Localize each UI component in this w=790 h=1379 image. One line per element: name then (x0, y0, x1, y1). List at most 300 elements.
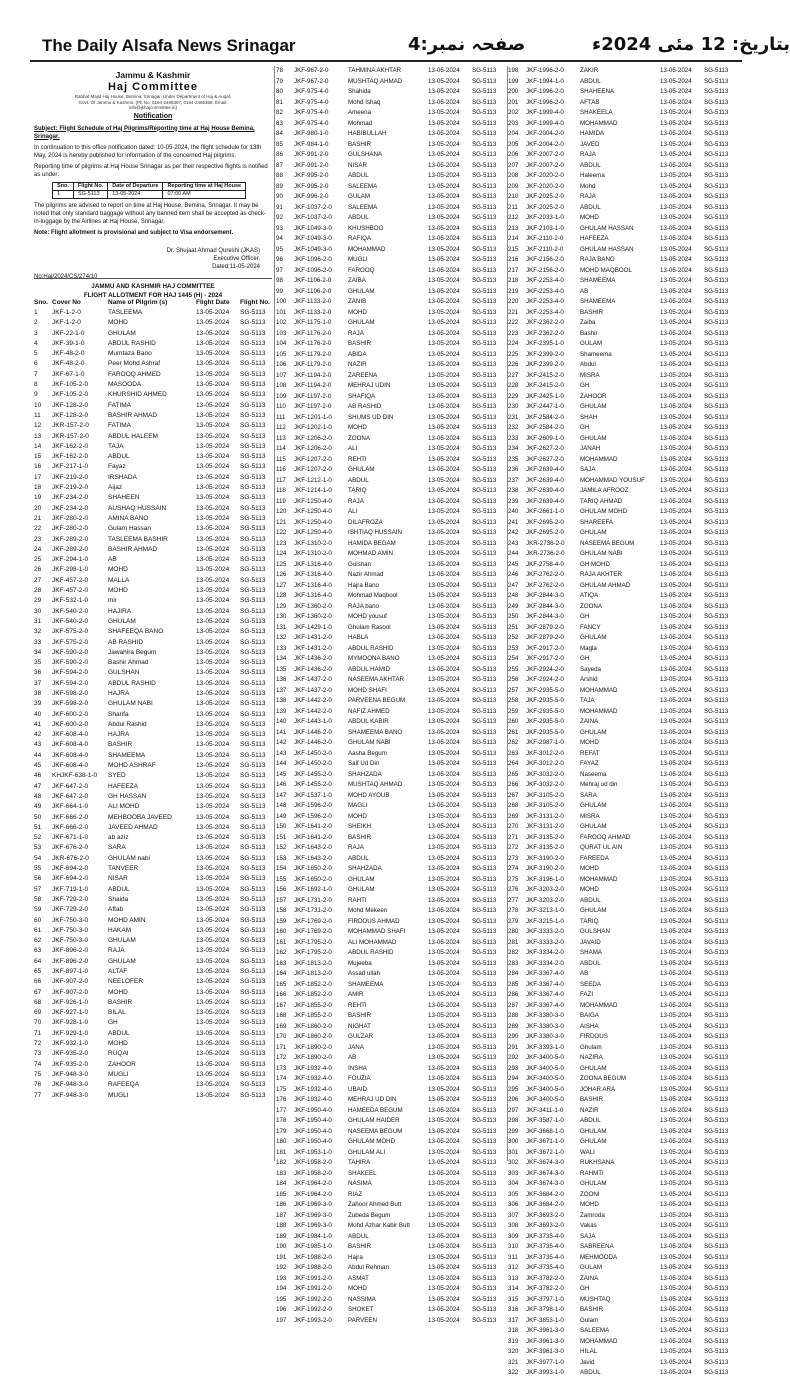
pilgrim-name-cell: BILAL (108, 1009, 126, 1017)
table-row (34, 1060, 272, 1070)
cover-no-cell: JKF-3367-4-0 (526, 970, 564, 977)
reporting-table-cell: SG-5113 (73, 190, 107, 198)
cover-no-cell: JKF-2399-2-0 (526, 361, 564, 368)
cover-no-cell: JKF-2935-5-0 (526, 718, 564, 725)
sno-cell: 96 (276, 256, 283, 263)
flight-date-cell: 13-05-2024 (660, 550, 692, 557)
flight-date-cell: 13-05-2024 (196, 1081, 230, 1089)
cover-no-cell: JKF-991-2-0 (294, 161, 329, 169)
table-row (508, 434, 742, 445)
cover-no-cell: JKF-1096-2-0 (294, 256, 332, 263)
flight-no-cell: SG-5113 (704, 1085, 729, 1093)
pilgrim-name-cell: Arshid (580, 676, 598, 683)
sno-cell: 115 (276, 455, 286, 463)
flight-date-cell: 13-05-2024 (196, 576, 230, 584)
flight-no-cell: SG-5113 (704, 1295, 729, 1303)
table-row (508, 1053, 742, 1064)
table-row (34, 751, 272, 761)
pilgrim-name-cell: GULSHAN (580, 928, 610, 935)
sno-cell: 88 (276, 172, 283, 179)
cover-no-cell: JKF-1769-2-0 (294, 928, 332, 935)
flight-no-cell: SG-5113 (704, 854, 729, 862)
cover-no-cell: JKF-2362-2-0 (526, 319, 564, 326)
flight-no-cell: SG-5113 (472, 203, 497, 211)
sno-cell: 282 (508, 949, 519, 956)
table-row (276, 539, 506, 550)
flight-date-cell: 13-05-2024 (196, 741, 230, 749)
flight-no-cell: SG-5113 (704, 1190, 729, 1198)
sno-cell: 209 (508, 182, 519, 190)
table-row (34, 977, 272, 987)
table-row (276, 917, 506, 928)
pilgrim-name-cell: RAJA (580, 151, 596, 158)
cover-no-cell: JKF-1643-2-0 (294, 854, 332, 862)
flight-no-cell: SG-5113 (704, 896, 729, 904)
sno-cell: 223 (508, 329, 519, 337)
cover-no-cell: JKF-3012-2-0 (526, 760, 564, 767)
flight-date-cell: 13-05-2024 (428, 697, 460, 704)
pilgrim-name-cell: ZAINA (580, 1274, 599, 1282)
flight-no-cell: SG-5113 (704, 592, 729, 599)
table-row (276, 1232, 506, 1243)
table-row (508, 801, 742, 812)
pilgrim-name-cell: RIAZ (348, 1190, 363, 1198)
flight-date-cell: 13-05-2024 (428, 476, 460, 484)
cover-no-cell: JKF-540-2-0 (52, 607, 89, 615)
pilgrim-name-cell: Zamroda (580, 1211, 605, 1219)
flight-date-cell: 13-05-2024 (660, 161, 692, 169)
pilgrim-name-cell: MOHD MAQBOOL (580, 266, 632, 274)
pilgrim-name-cell: ABDUL (108, 885, 130, 893)
flight-no-cell: SG-5113 (704, 1075, 729, 1082)
pilgrim-name-cell: Mehraj ud din (580, 781, 618, 788)
cover-no-cell: JKF-2695-2-0 (526, 529, 564, 536)
table-row (276, 329, 506, 340)
sno-cell: 85 (276, 140, 283, 148)
flight-no-cell: SG-5113 (704, 1127, 729, 1135)
flight-no-cell: SG-5113 (704, 770, 729, 778)
flight-date-cell: 13-05-2024 (660, 455, 692, 463)
table-row (34, 813, 272, 823)
sno-cell: 200 (508, 88, 519, 95)
sno-cell: 292 (508, 1054, 519, 1061)
flight-date-cell: 13-05-2024 (196, 720, 230, 728)
sno-cell: 164 (276, 970, 287, 977)
flight-no-cell: SG-5113 (472, 655, 497, 662)
reporting-table-header: Reporting time at Haj House (163, 182, 246, 190)
sno-cell: 322 (508, 1369, 519, 1376)
cover-no-cell: JKF-532-1-0 (52, 597, 89, 605)
table-row (276, 665, 506, 676)
flight-no-cell: SG-5113 (472, 644, 497, 652)
pilgrim-name-cell: RAJA (348, 497, 364, 505)
cover-no-cell: JKF-1310-2-0 (294, 550, 332, 557)
flight-date-cell: 13-05-2024 (428, 917, 460, 925)
flight-no-cell: SG-5113 (704, 539, 729, 547)
column-2 (276, 66, 506, 1324)
sno-cell: 243 (508, 539, 519, 547)
cover-no-cell: JKF-1250-4-0 (294, 529, 332, 536)
cover-no-cell: JKF-2020-2-0 (526, 172, 564, 179)
sno-cell: 74 (34, 1060, 42, 1068)
table-row (508, 77, 742, 88)
flight-no-cell: SG-5113 (472, 277, 497, 284)
pilgrim-name-cell: Hajra (348, 1253, 363, 1261)
cover-no-cell: JKF-1996-2-0 (526, 88, 564, 95)
flight-date-cell: 13-05-2024 (196, 751, 230, 759)
flight-date-cell: 13-05-2024 (428, 1033, 460, 1040)
sno-cell: 125 (276, 560, 287, 568)
sno-cell: 76 (34, 1081, 42, 1089)
sno-cell: 18 (34, 484, 42, 492)
cover-no-cell: JKF-2762-2-0 (526, 571, 564, 578)
cover-no-cell: JKF-219-2-0 (52, 473, 89, 481)
flight-no-cell: SG-5113 (704, 151, 729, 158)
flight-no-cell: SG-5113 (240, 556, 266, 564)
flight-date-cell: 13-05-2024 (660, 854, 692, 862)
cover-no-cell: JKF-995-2-0 (294, 172, 329, 179)
sno-cell: 188 (276, 1222, 287, 1229)
table-row (276, 822, 506, 833)
cover-no-cell: JKF-600-2-0 (52, 720, 89, 728)
table-row (276, 518, 506, 529)
flight-no-cell: SG-5113 (472, 382, 497, 389)
pilgrim-name-cell: MOHD yousuf (348, 613, 387, 620)
pilgrim-name-cell: GHULAM (108, 957, 136, 965)
sno-cell: 277 (508, 896, 519, 904)
flight-no-cell: SG-5113 (704, 623, 729, 631)
pilgrim-name-cell: MOHD ASHRAF (108, 762, 156, 770)
sno-cell: 312 (508, 1264, 519, 1271)
sno-cell: 71 (34, 1029, 42, 1037)
cover-no-cell: JKF-1992-2-0 (294, 1306, 332, 1313)
cover-no-cell: JKF-3961-3-0 (526, 1327, 564, 1334)
pilgrim-name-cell: GHULAM (580, 802, 607, 809)
table-row (34, 411, 272, 421)
flight-date-cell: 13-05-2024 (196, 1091, 230, 1099)
flight-no-cell: SG-5113 (472, 77, 497, 85)
flight-date-cell: 13-05-2024 (428, 518, 460, 526)
flight-date-cell: 13-05-2024 (660, 224, 692, 232)
pilgrim-name-cell: SARA (580, 791, 597, 799)
cover-no-cell: JKF-1037-2-0 (294, 203, 332, 211)
flight-no-cell: SG-5113 (704, 455, 729, 463)
sno-cell: 215 (508, 245, 519, 253)
pilgrim-name-cell: TASLEEMA (108, 309, 143, 316)
cover-no-cell: JKF-2627-2-0 (526, 445, 564, 452)
flight-date-cell: 13-05-2024 (428, 161, 460, 169)
flight-no-cell: SG-5113 (240, 360, 266, 368)
table-row (508, 276, 742, 287)
flight-no-cell: SG-5113 (704, 1138, 729, 1145)
flight-no-cell: SG-5113 (472, 466, 497, 473)
flight-date-cell: 13-05-2024 (660, 865, 692, 872)
flight-date-cell: 13-05-2024 (196, 360, 230, 368)
table-row (276, 129, 506, 140)
sno-cell: 240 (508, 508, 519, 515)
cover-no-cell: JKF-1855-2-0 (294, 1001, 332, 1009)
sno-cell: 134 (276, 655, 287, 662)
flight-no-cell: SG-5113 (704, 697, 729, 704)
table-row (276, 623, 506, 634)
cover-no-cell: JKF-280-2-0 (52, 525, 89, 533)
flight-date-cell: 13-05-2024 (428, 1201, 460, 1208)
cover-no-cell: JKF-1202-1-0 (294, 424, 332, 431)
pilgrim-name-cell: GH (580, 424, 590, 431)
flight-no-cell: SG-5113 (240, 319, 266, 327)
pilgrim-name-cell: NASSIMA (348, 1295, 376, 1303)
sno-cell: 146 (276, 781, 287, 788)
sno-cell: 202 (508, 109, 519, 116)
sno-cell: 50 (34, 813, 42, 821)
pilgrim-name-cell: Zaiba (580, 319, 596, 326)
sno-cell: 293 (508, 1064, 519, 1072)
sno-cell: 21 (34, 514, 42, 522)
flight-no-cell: SG-5113 (704, 655, 729, 662)
cover-no-cell: JKF-3798-1-0 (526, 1306, 564, 1313)
flight-no-cell: SG-5113 (472, 791, 497, 799)
table-row (508, 161, 742, 172)
flight-no-cell: SG-5113 (240, 823, 266, 831)
sno-cell: 204 (508, 130, 519, 137)
notice-state: Jammu & Kashmir (115, 70, 191, 80)
flight-date-cell: 13-05-2024 (196, 803, 230, 811)
flight-no-cell: SG-5113 (240, 937, 266, 945)
pilgrim-name-cell: SHAMEEMA (580, 298, 616, 305)
flight-date-cell: 13-05-2024 (428, 896, 460, 904)
pilgrim-name-cell: JAVEED AHMAD (108, 823, 158, 831)
pilgrim-name-cell: Mohmad (348, 119, 373, 127)
cover-no-cell: JKF-897-1-0 (52, 968, 89, 975)
sno-cell: 173 (276, 1064, 287, 1072)
pilgrim-name-cell: HAKAM (108, 926, 132, 934)
table-row (508, 644, 742, 655)
flight-date-cell: 13-05-2024 (660, 1222, 692, 1229)
cover-no-cell: JKF-1250-4-0 (294, 518, 332, 526)
cover-no-cell: JKF-896-2-0 (52, 947, 89, 955)
reporting-table-cell: 1 (53, 190, 74, 198)
flight-no-cell: SG-5113 (240, 628, 266, 636)
sno-cell: 181 (276, 1148, 287, 1156)
flight-date-cell: 13-05-2024 (428, 728, 460, 736)
sno-cell: 274 (508, 865, 519, 872)
flight-date-cell: 13-05-2024 (428, 707, 460, 715)
flight-date-cell: 13-05-2024 (428, 1295, 460, 1303)
flight-no-cell: SG-5113 (240, 1081, 266, 1089)
table-row (276, 1263, 506, 1274)
flight-date-cell: 13-05-2024 (660, 329, 692, 337)
sno-cell: 130 (276, 613, 287, 620)
flight-no-cell: SG-5113 (472, 1169, 497, 1177)
flight-date-cell: 13-05-2024 (196, 978, 230, 986)
pilgrim-name-cell: JOHAR ARA (580, 1085, 616, 1093)
flight-no-cell: SG-5113 (472, 1180, 497, 1187)
flight-date-cell: 13-05-2024 (428, 781, 460, 788)
sno-cell: 1 (34, 309, 38, 316)
sno-cell: 101 (276, 308, 287, 316)
pilgrim-name-cell: SHAKEELA (580, 109, 613, 116)
flight-date-cell: 13-05-2024 (196, 463, 230, 471)
cover-no-cell: JKF-1176-2-0 (294, 340, 332, 347)
sno-cell: 95 (276, 245, 283, 253)
flight-date-cell: 13-05-2024 (196, 659, 230, 667)
table-row (276, 654, 506, 665)
sno-cell: 236 (508, 466, 519, 473)
flight-no-cell: SG-5113 (472, 371, 497, 379)
sno-cell: 287 (508, 1001, 519, 1009)
table-row (276, 444, 506, 455)
sno-cell: 69 (34, 1009, 42, 1017)
flight-no-cell: SG-5113 (704, 959, 729, 967)
sno-cell: 226 (508, 361, 519, 368)
cover-no-cell: JKF-2987-1-0 (526, 739, 564, 746)
flight-date-cell: 13-05-2024 (660, 382, 692, 389)
table-row (276, 1043, 506, 1054)
flight-date-cell: 13-05-2024 (660, 980, 692, 988)
flight-no-cell: SG-5113 (472, 497, 497, 505)
flight-no-cell: SG-5113 (704, 161, 729, 169)
pilgrim-name-cell: ABDUL (580, 203, 601, 211)
flight-no-cell: SG-5113 (704, 907, 729, 914)
table-row (276, 591, 506, 602)
sno-cell: 267 (508, 791, 519, 799)
pilgrim-name-cell: GHULAM (580, 634, 607, 641)
flight-no-cell: SG-5113 (240, 463, 266, 471)
pilgrim-name-cell: SAJA (580, 466, 596, 473)
flight-date-cell: 13-05-2024 (428, 193, 460, 200)
cover-no-cell: JKF-2004-2-0 (526, 140, 564, 148)
flight-no-cell: SG-5113 (472, 1222, 497, 1229)
flight-date-cell: 13-05-2024 (428, 791, 460, 799)
cover-no-cell: JKF-2661-1-0 (526, 508, 564, 515)
table-row (508, 591, 742, 602)
table-row (276, 434, 506, 445)
table-row (508, 1095, 742, 1106)
flight-no-cell: SG-5113 (704, 550, 729, 557)
cover-no-cell: JKF-1769-2-0 (294, 917, 332, 925)
flight-no-cell: SG-5113 (704, 424, 729, 431)
pilgrim-name-cell: AMINA BANO (108, 514, 149, 522)
pilgrim-name-cell: NASIMA (348, 1180, 372, 1187)
cover-no-cell: JKF-3672-1-0 (526, 1148, 564, 1156)
flight-no-cell: SG-5113 (704, 88, 729, 95)
flight-date-cell: 13-05-2024 (428, 329, 460, 337)
pilgrim-name-cell: GHULAM (348, 875, 375, 883)
cover-no-cell: JKF-664-1-0 (52, 803, 89, 811)
pilgrim-name-cell: BASHIR (348, 140, 372, 148)
flight-no-cell: SG-5113 (240, 957, 266, 965)
table-row (276, 182, 506, 193)
sno-cell: 248 (508, 592, 519, 599)
flight-date-cell: 13-05-2024 (196, 906, 230, 914)
pilgrim-name-cell: BASHIR (580, 1096, 604, 1103)
flight-no-cell: SG-5113 (472, 886, 497, 893)
pilgrim-name-cell: ABDUL (580, 959, 601, 967)
flight-no-cell: SG-5113 (704, 644, 729, 652)
table-row (508, 1211, 742, 1222)
table-row (276, 1106, 506, 1117)
cover-no-cell: JKF-1316-4-0 (294, 592, 332, 599)
flight-no-cell: SG-5113 (240, 1009, 266, 1017)
flight-date-cell: 13-05-2024 (660, 823, 692, 830)
table-row (276, 423, 506, 434)
flight-date-cell: 13-05-2024 (196, 1019, 230, 1027)
flight-date-cell: 13-05-2024 (196, 494, 230, 502)
sno-cell: 294 (508, 1075, 519, 1082)
sno-cell: 218 (508, 277, 519, 284)
flight-no-cell: SG-5113 (472, 182, 497, 190)
cover-no-cell: JKF-540-2-0 (52, 617, 89, 625)
table-row (508, 728, 742, 739)
flight-date-cell: 13-05-2024 (196, 566, 230, 574)
table-row (276, 476, 506, 487)
sno-cell: 145 (276, 770, 287, 778)
flight-no-cell: SG-5113 (704, 203, 729, 211)
pilgrim-name-cell: GHULAM (580, 529, 607, 536)
cover-no-cell: JKF-948-3-0 (52, 1081, 89, 1089)
pilgrim-name-cell: DILAFROZA (348, 518, 383, 526)
table-row (276, 791, 506, 802)
table-row (276, 381, 506, 392)
pilgrim-name-cell: Aijaz (108, 484, 123, 492)
pilgrim-name-cell: MEHRAJ UDIN (348, 382, 391, 389)
sno-cell: 201 (508, 98, 519, 106)
pilgrim-name-cell: ZOONA (348, 434, 371, 442)
sno-cell: 317 (508, 1316, 519, 1324)
sno-cell: 232 (508, 424, 519, 431)
flight-date-cell: 13-05-2024 (660, 308, 692, 316)
pilgrim-name-cell: ABDUL (348, 1232, 369, 1240)
flight-no-cell: SG-5113 (240, 525, 266, 533)
sno-cell: 3 (34, 329, 38, 337)
flight-no-cell: SG-5113 (704, 1033, 729, 1040)
pilgrim-name-cell: SABREENA (580, 1243, 614, 1250)
flight-no-cell: SG-5113 (472, 508, 497, 515)
pilgrim-name-cell: Vakas (580, 1222, 597, 1229)
cover-no-cell: JKF-1212-1-0 (294, 476, 332, 484)
cover-no-cell: JKF-1950-4-0 (294, 1117, 332, 1124)
flight-no-cell: SG-5113 (704, 970, 729, 977)
flight-date-cell: 13-05-2024 (196, 545, 230, 553)
sno-cell: 205 (508, 140, 519, 148)
flight-date-cell: 13-05-2024 (196, 916, 230, 924)
pilgrim-name-cell: ABDUL (108, 453, 130, 461)
sno-cell: 167 (276, 1001, 287, 1009)
pilgrim-name-cell: HABIBULLAH (348, 130, 387, 137)
sno-cell: 90 (276, 193, 283, 200)
cover-no-cell: JKF-1133-2-0 (294, 298, 332, 305)
pilgrim-name-cell: MASOODA (108, 381, 142, 389)
table-row (34, 854, 272, 864)
flight-date-cell: 13-05-2024 (660, 644, 692, 652)
flight-no-cell: SG-5113 (472, 476, 497, 484)
cover-no-cell: JKF-2395-1-0 (526, 340, 564, 347)
flight-date-cell: 13-05-2024 (428, 970, 460, 977)
sno-cell: 185 (276, 1190, 287, 1198)
table-row (34, 617, 272, 627)
flight-no-cell: SG-5113 (704, 1012, 729, 1019)
flight-date-cell: 13-05-2024 (660, 508, 692, 515)
pilgrim-name-cell: FANCY (580, 623, 601, 631)
table-row (508, 266, 742, 277)
flight-no-cell: SG-5113 (472, 445, 497, 452)
flight-date-cell: 13-05-2024 (660, 844, 692, 851)
flight-date-cell: 13-05-2024 (660, 235, 692, 242)
flight-date-cell: 13-05-2024 (428, 581, 460, 589)
flight-date-cell: 13-05-2024 (660, 613, 692, 620)
table-row (34, 1018, 272, 1028)
sno-cell: 320 (508, 1348, 519, 1355)
